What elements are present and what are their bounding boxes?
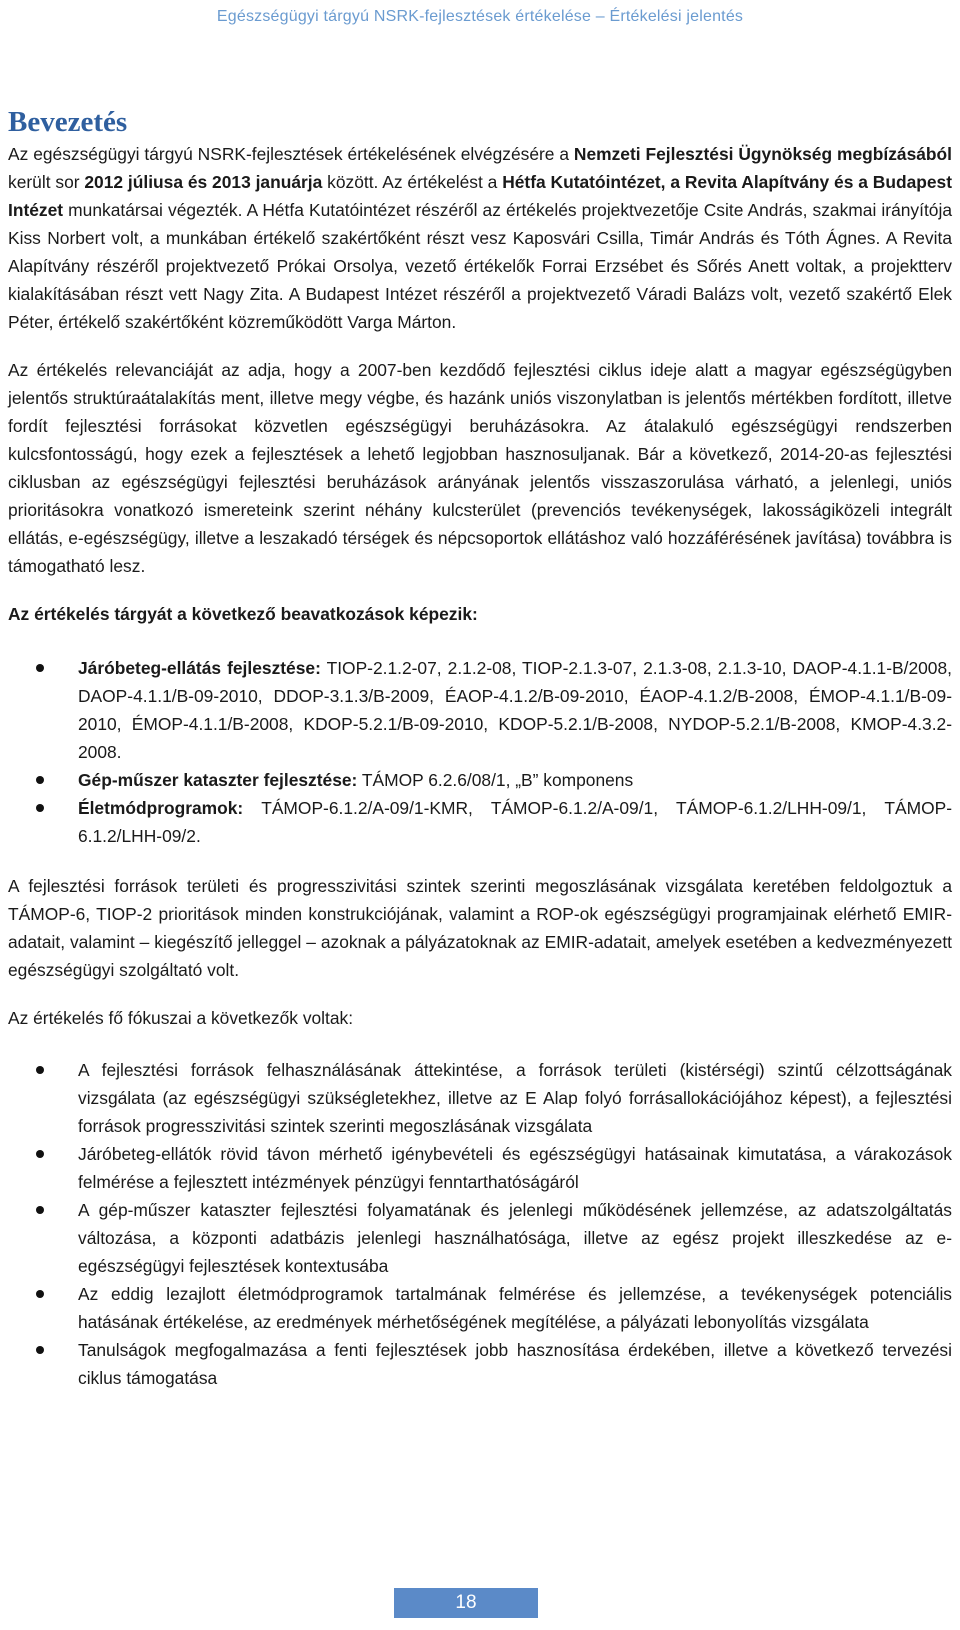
intro-text-2: került sor [8, 172, 85, 192]
list-item [8, 654, 952, 766]
list-item-text: Az eddig lezajlott életmódprogramok tartalmának felmérése és jellemzése, a tevékenységek potenciális hatásának értékelése, az eredmények mérhetőségének megítélése, a pályázati lebonyolítás vizsgálata [78, 1284, 952, 1332]
intro-bold-agency: Nemzeti Fejlesztési Ügynökség megbízásából [573, 144, 952, 164]
list-item [8, 1336, 952, 1392]
bullet-icon [36, 664, 44, 672]
list-item [8, 1056, 952, 1140]
intro-text-team: A Hétfa Kutatóintézet részéről az értékelés projektvezetője Csite András, szakmai irányítója Kiss Norbert volt, a munkában értékelő szakértőként részt vesz Kaposvári Csilla, Timár András és Tóth Ágnes. A Revita Alapítvány részéről projektvezető Prókai Orsolya, vezető értékelők Forrai Erzsébet és Sőrés Anett voltak, a projektterv kialakításában részt vett Nagy Zita. A Budapest Intézet részéről a projektvezető Váradi Balázs volt, vezető szakértő Elek Péter, értékelő szakértőként közreműködött Varga Márton. [8, 200, 952, 332]
sources-paragraph: A fejlesztési források területi és progresszivitási szintek szerinti megoszlásának vizsgálata keretében feldolgoztuk a TÁMOP-6, TIOP-2 prioritások minden konstrukciójának, valamint a ROP-ok egészségügyi programjainak elérhető EMIR-adatait, valamint – kiegészítő jelleggel – azoknak a pályázatoknak az EMIR-adatait, amelyek esetében a kedvezményezett egészségügyi szolgáltató volt. [8, 876, 952, 980]
focus-list [8, 1056, 952, 1392]
bullet-icon [36, 1290, 44, 1298]
list-item-label: Gép-műszer kataszter fejlesztése: [78, 770, 358, 790]
interventions-heading: Az értékelés tárgyát a következő beavatkozások képezik: [8, 604, 478, 624]
list-item-text: Járóbeteg-ellátók rövid távon mérhető igénybevételi és egészségügyi hatásainak kimutatása, a várakozások felmérése a fejlesztett intézmények pénzügyi fenntarthatóságáról [78, 1144, 952, 1192]
page-number: 18 [394, 1588, 538, 1618]
list-item-text: Tanulságok megfogalmazása a fenti fejlesztések jobb hasznosítása érdekében, illetve a következő tervezési ciklus támogatása [78, 1340, 952, 1388]
document-body [8, 104, 952, 1392]
list-item-label: Járóbeteg-ellátás fejlesztése: [78, 658, 321, 678]
intro-bold-institutes: Hétfa Kutatóintézet, a Revita Alapítvány és a Budapest Intézet [8, 172, 953, 220]
intro-text-4: munkatársai végezték. [63, 200, 247, 220]
bullet-icon [36, 1206, 44, 1214]
focus-intro: Az értékelés fő fókuszai a következők voltak: [8, 1008, 354, 1028]
bullet-icon [36, 1150, 44, 1158]
list-item [8, 1140, 952, 1196]
list-item-text: TÁMOP 6.2.6/08/1, „B” komponens [357, 770, 634, 790]
list-item-text: A gép-műszer kataszter fejlesztési folyamatának és jelenlegi működésének jellemzése, az adatszolgáltatás változása, a központi adatbázis jelenlegi használhatósága, illetve az egész projekt illeszkedése az e-egészségügyi fejlesztések kontextusába [78, 1200, 952, 1276]
list-item [8, 794, 952, 850]
intro-paragraph [8, 140, 952, 336]
running-header: Egészségügyi tárgyú NSRK-fejlesztések értékelése – Értékelési jelentés [216, 8, 744, 25]
bullet-icon [36, 776, 44, 784]
list-item [8, 1280, 952, 1336]
intro-text-3: között. Az értékelést a [322, 172, 503, 192]
bullet-icon [36, 804, 44, 812]
list-item-text: TÁMOP-6.1.2/A-09/1-KMR, TÁMOP-6.1.2/A-09/1, TÁMOP-6.1.2/LHH-09/1, TÁMOP-6.1.2/LHH-09/2. [78, 798, 952, 846]
list-item [8, 1196, 952, 1280]
intro-bold-period: 2012 júliusa és 2013 januárja [84, 172, 323, 192]
section-title: Bevezetés [8, 106, 128, 138]
list-item-text: TIOP-2.1.2-07, 2.1.2-08, TIOP-2.1.3-07, 2.1.3-08, 2.1.3-10, DAOP-4.1.1-B/2008, DAOP-4.1.1/B-09-2010, DDOP-3.1.3/B-2009, ÉAOP-4.1.2/B-09-2010, ÉAOP-4.1.2/B-2008, ÉMOP-4.1.1/B-09-2010, ÉMOP-4.1.1/B-2008, KDOP-5.2.1/B-09-2010, KDOP-5.2.1/B-2008, NYDOP-5.2.1/B-2008, KMOP-4.3.2-2008. [78, 658, 952, 762]
relevance-paragraph: Az értékelés relevanciáját az adja, hogy a 2007-ben kezdődő fejlesztési ciklus ideje alatt a magyar egészségügyben jelentős struktúraátalakítás ment, illetve megy végbe, és hazánk uniós viszonylatban is jelentős mértékben fordított, illetve fordít fejlesztési forrásokat közvetlen egészségügyi beruházásokra. Az átalakuló egészségügyi rendszerben kulcsfontosságú, hogy ezek a fejlesztések a lehető legjobban hasznosuljanak. Bár a következő, 2014-20-as fejlesztési ciklusban az egészségügyi fejlesztési beruházások arányának jelentős visszaszorulása várható, a jelenlegi, uniós prioritásokra vonatkozó ismereteink szerint néhány kulcsterület (prevenciós tevékenységek, lakosságiközeli integrált ellátás, e-egészségügy, illetve a leszakadó térségek és népcsoportok ellátáshoz való hozzáférésének javítása) továbbra is támogatható lesz. [8, 360, 952, 576]
list-item-label: Életmódprogramok: [78, 798, 244, 818]
bullet-icon [36, 1066, 44, 1074]
list-item-text: A fejlesztési források felhasználásának áttekintése, a források területi (kistérségi) szintű célzottságának vizsgálata (az egészségügyi szükségletekhez, illetve az E Alap folyó forrásallokációjához képest), a fejlesztési források progresszivitási szintek szerinti megoszlásának vizsgálata [78, 1060, 952, 1136]
bullet-icon [36, 1346, 44, 1354]
list-item [8, 766, 952, 794]
intro-text-1: Az egészségügyi tárgyú NSRK-fejlesztések értékelésének elvégzésére a [8, 144, 574, 164]
interventions-list [8, 654, 952, 850]
